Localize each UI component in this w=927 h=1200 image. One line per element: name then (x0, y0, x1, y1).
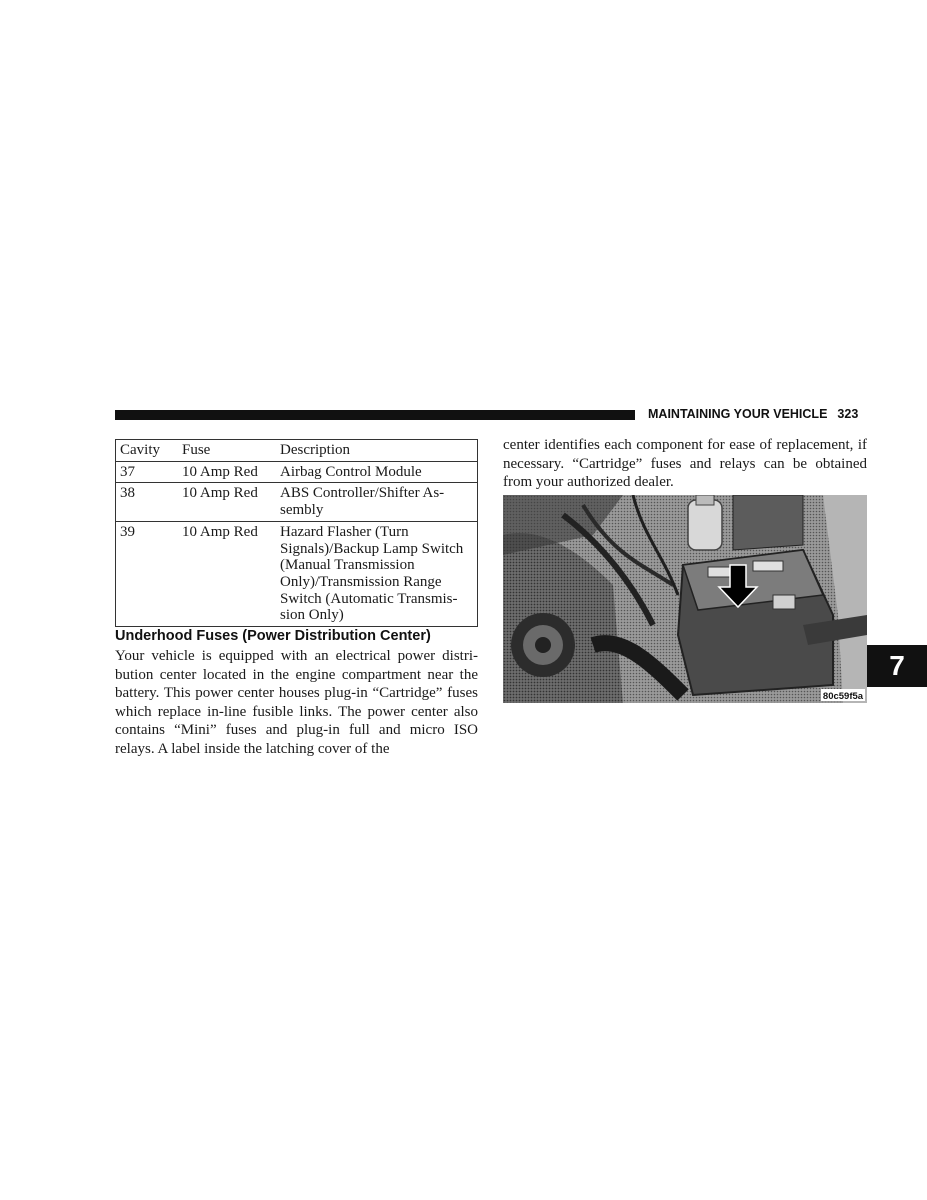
header-description: Description (280, 440, 478, 462)
body-paragraph-right: center identifies each component for ease of replacement, if necessary. “Cartridge” fuses and relays can be obtained from your authorized dealer. (503, 437, 867, 491)
cell-fuse: 10 Amp Red (182, 483, 280, 521)
table-row (116, 521, 478, 626)
table-row (116, 461, 478, 483)
cell-description: Airbag Control Module (280, 461, 478, 483)
table-row (116, 483, 478, 521)
body-paragraph-left: Your vehicle is equipped with an electrical power distri-bution center located in the engine compartment near the battery. This power center houses plug-in “Cartridge” fuses which replace in-line fusible links. The power center also contains “Mini” fuses and plug-in full and micro ISO relays. A label inside the latching cover of the (115, 648, 478, 757)
chapter-tab: 7 (867, 645, 927, 687)
page-number: 323 (837, 407, 859, 421)
cell-cavity: 39 (116, 521, 183, 626)
cell-cavity: 37 (116, 461, 183, 483)
cell-description: ABS Controller/Shifter As-sembly (280, 483, 478, 521)
running-header (648, 407, 858, 421)
cell-fuse: 10 Amp Red (182, 521, 280, 626)
section-heading: Underhood Fuses (Power Distribution Center) (115, 628, 431, 644)
section-title: MAINTAINING YOUR VEHICLE (648, 407, 828, 421)
header-cavity: Cavity (116, 440, 183, 462)
figure-code: 80c59f5a (822, 691, 864, 702)
cell-description: Hazard Flasher (Turn Signals)/Backup Lamp Switch (Manual Transmission Only)/Transmission Range Switch (Automatic Transmis-sion Only) (280, 521, 478, 626)
cell-fuse: 10 Amp Red (182, 461, 280, 483)
engine-compartment-photo (503, 495, 867, 703)
cell-cavity: 38 (116, 483, 183, 521)
fuse-table (115, 439, 478, 627)
header-rule (115, 410, 635, 420)
header-fuse: Fuse (182, 440, 280, 462)
table-header-row (116, 440, 478, 462)
